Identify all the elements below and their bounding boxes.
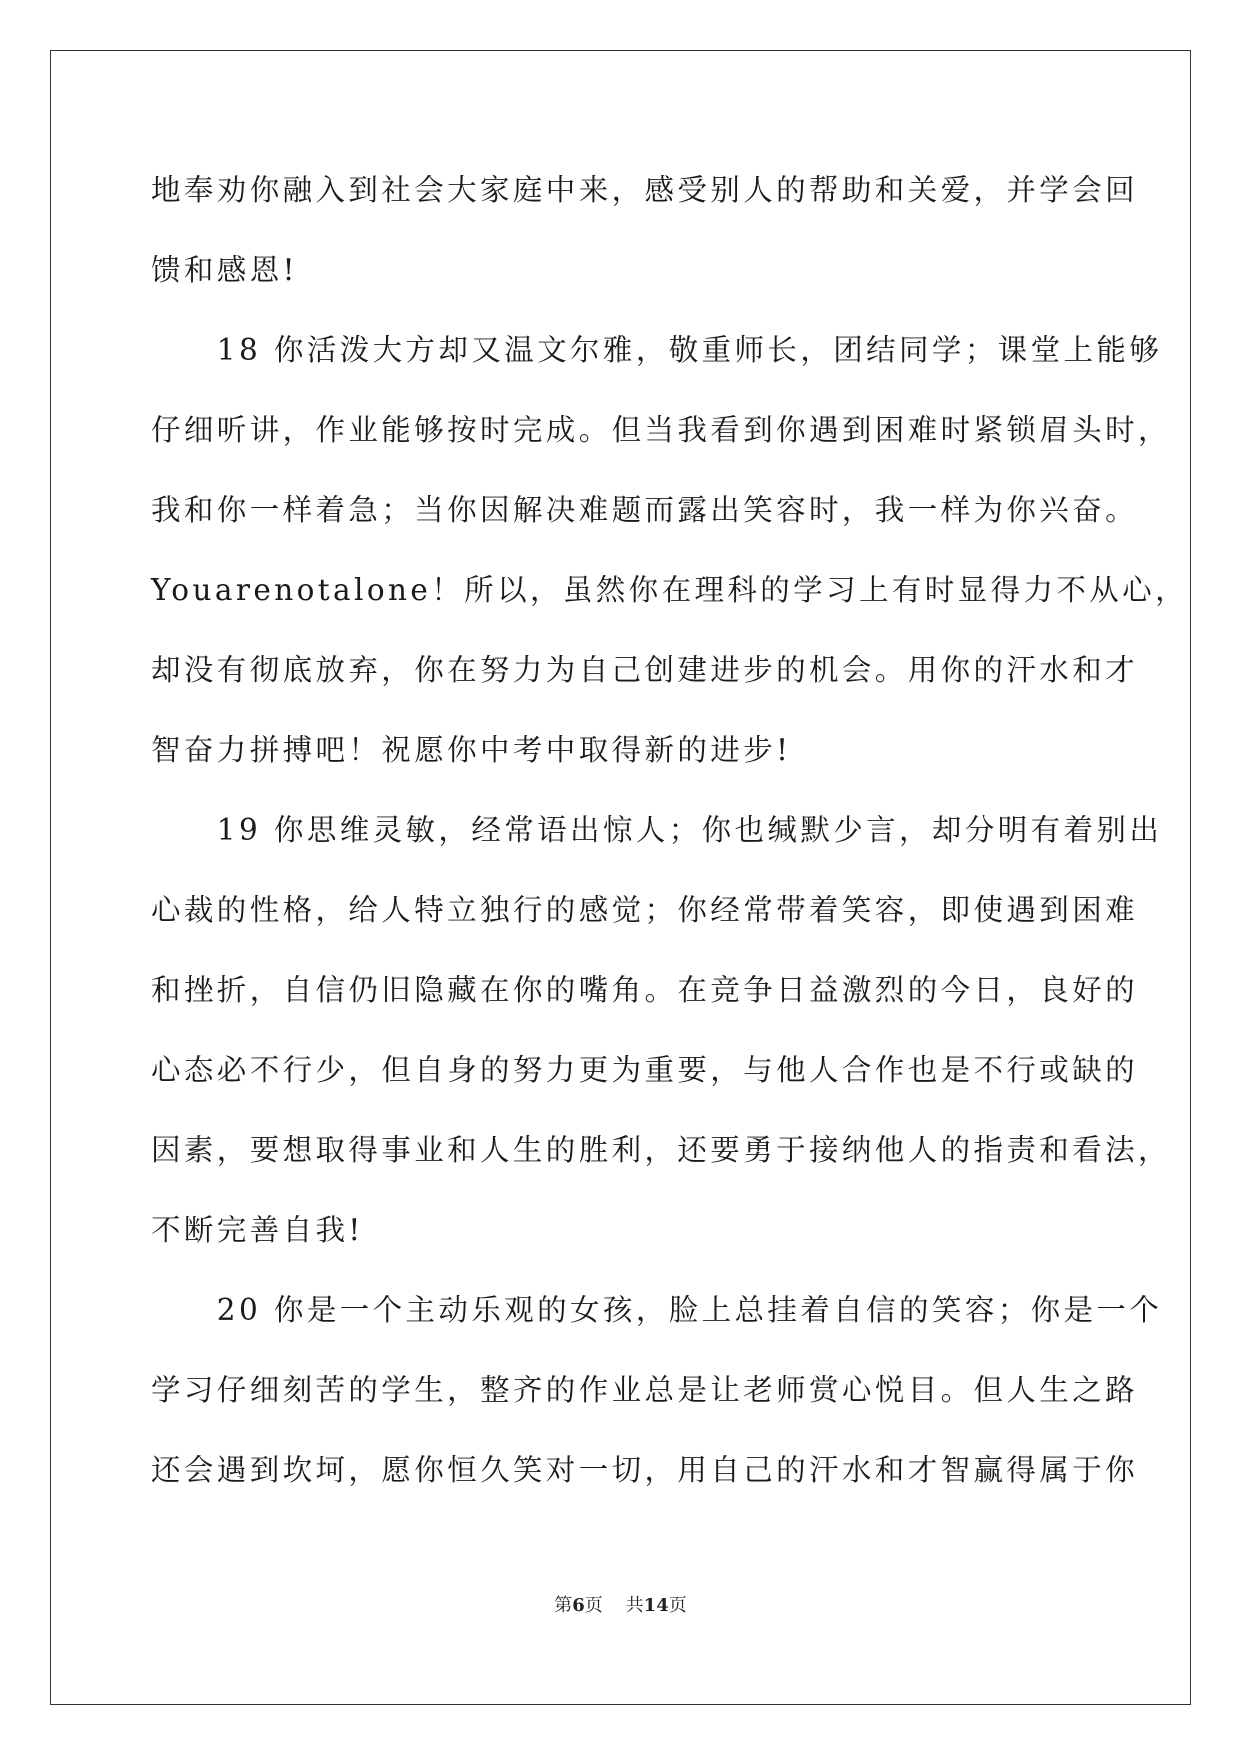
page-footer [0, 1594, 1241, 1618]
text-line: 仔细听讲，作业能够按时完成。但当我看到你遇到困难时紧锁眉头时， [151, 413, 1171, 447]
text-line: 20 你是一个主动乐观的女孩，脸上总挂着自信的笑容；你是一个 [151, 1293, 1163, 1327]
text-line: 心裁的性格，给人特立独行的感觉；你经常带着笑容，即使遇到困难 [151, 893, 1139, 927]
text-line: 馈和感恩! [151, 253, 298, 287]
page-label-suffix: 页 [584, 1595, 603, 1616]
page-number: 6 [572, 1595, 585, 1616]
text-line: 学习仔细刻苦的学生，整齐的作业总是让老师赏心悦目。但人生之路 [151, 1373, 1139, 1407]
text-line: 智奋力拼搏吧！祝愿你中考中取得新的进步! [151, 733, 792, 767]
text-line: Youarenotalone！所以，虽然你在理科的学习上有时显得力不从心， [151, 573, 1188, 607]
text-line: 心态必不行少，但自身的努力更为重要，与他人合作也是不行或缺的 [151, 1053, 1139, 1087]
text-line: 还会遇到坎坷，愿你恒久笑对一切，用自己的汗水和才智赢得属于你 [151, 1453, 1139, 1487]
page-label-prefix: 第 [554, 1595, 573, 1616]
text-line: 18 你活泼大方却又温文尔雅，敬重师长，团结同学；课堂上能够 [151, 333, 1163, 367]
total-label-prefix: 共 [625, 1595, 644, 1616]
document-body [151, 150, 1188, 1510]
text-line: 19 你思维灵敏，经常语出惊人；你也缄默少言，却分明有着别出 [151, 813, 1163, 847]
text-line: 因素，要想取得事业和人生的胜利，还要勇于接纳他人的指责和看法， [151, 1133, 1171, 1167]
text-line: 不断完善自我! [151, 1213, 364, 1247]
text-line: 我和你一样着急；当你因解决难题而露出笑容时，我一样为你兴奋。 [151, 493, 1139, 527]
text-line: 和挫折，自信仍旧隐藏在你的嘴角。在竞争日益激烈的今日，良好的 [151, 973, 1139, 1007]
total-pages: 14 [643, 1595, 669, 1616]
total-label-suffix: 页 [668, 1595, 687, 1616]
text-line: 地奉劝你融入到社会大家庭中来，感受别人的帮助和关爱，并学会回 [151, 173, 1139, 207]
text-line: 却没有彻底放弃，你在努力为自己创建进步的机会。用你的汗水和才 [151, 653, 1139, 687]
